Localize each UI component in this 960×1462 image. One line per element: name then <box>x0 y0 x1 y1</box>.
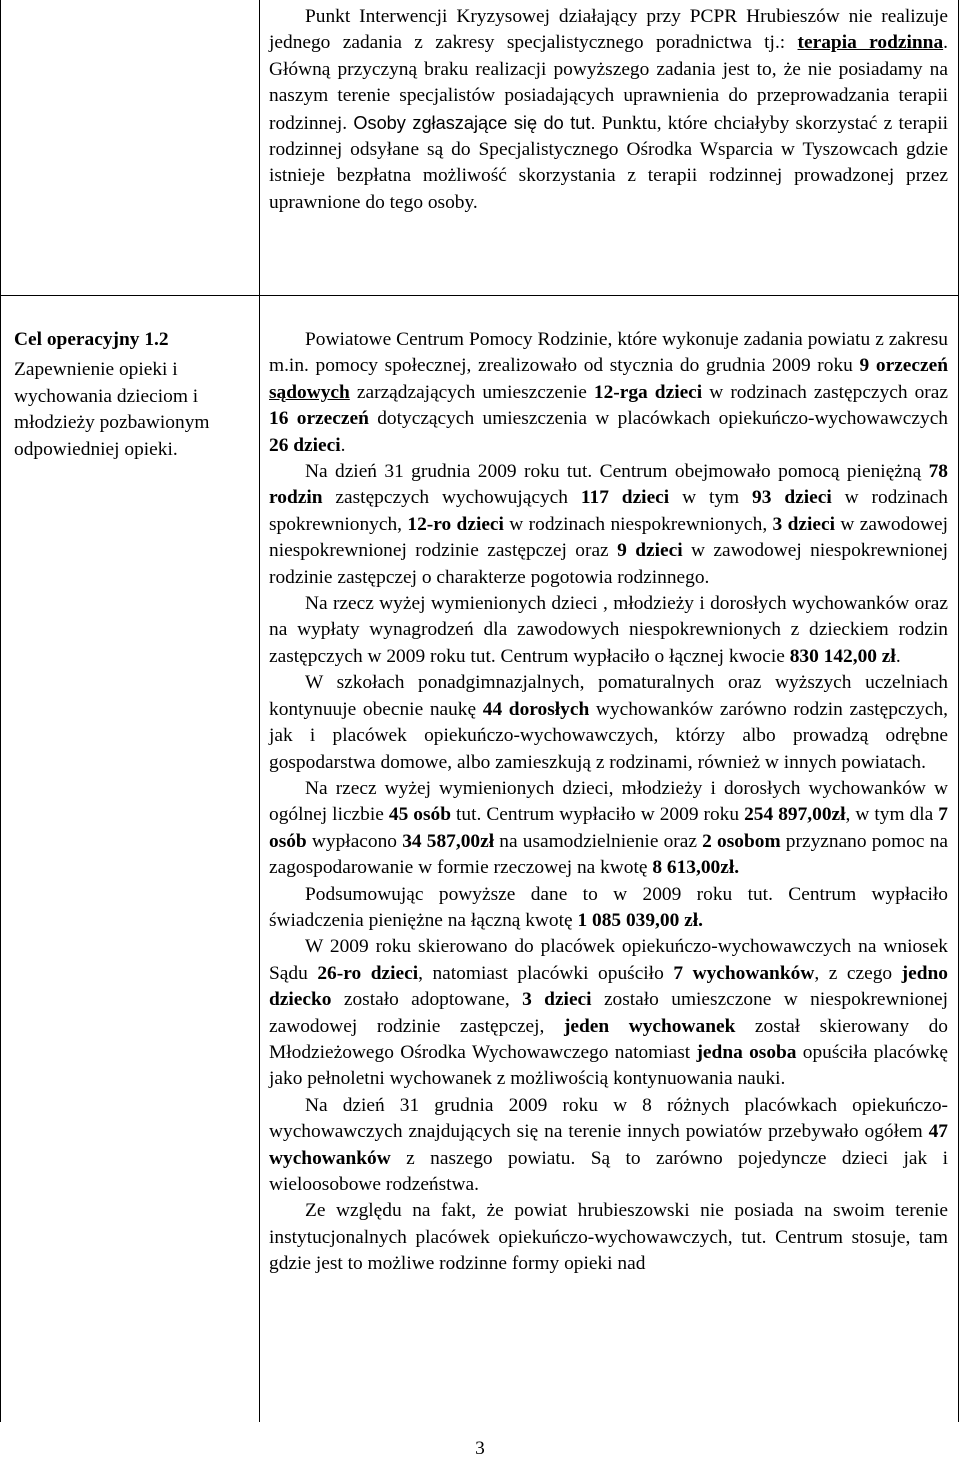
table-border-right-2 <box>958 296 959 1422</box>
paragraph-8: Na dzień 31 grudnia 2009 roku w 8 różnych placówkach opiekuńczo-wychowawczych znajdujących się na terenie innych powiatów przebywało ogółem 47 wychowanków z naszego powiatu. Są to zarówno pojedyncze dzieci jak i wieloosobowe rodzeństwa. <box>269 1094 948 1195</box>
goal-description: Zapewnienie opieki i wychowania dzieciom i młodzieży pozbawionym odpowiedniej opieki. <box>14 359 210 460</box>
top-cell-text: Punkt Interwencji Kryzysowej działający przy PCPR Hrubieszów nie realizuje jednego zadania z zakresy specjalistycznego poradnictwa tj.: terapia rodzinna. Główną przyczyną braku realizacji powyższego zadania jest to, że nie posiadamy na naszym terenie specjalistów posiadających uprawnienia do przeprowadzania terapii rodzinnej. Osoby zgłaszające się do tut. Punktu, które chciałyby skorzystać z terapii rodzinnej odsyłane są do Specjalistycznego Ośrodka Wsparcia w Tyszowcach gdzie istnieje bezpłatna możliwość skorzystania z terapii rodzinnej prowadzonej przez uprawnione do tego osoby. <box>269 6 948 213</box>
table-border-left-2 <box>0 296 1 1422</box>
table-divider-top <box>259 0 260 296</box>
report-text <box>269 327 948 1278</box>
paragraph-9: Ze względu na fakt, że powiat hrubieszowski nie posiada na swoim terenie instytucjonalnych placówek opiekuńczo-wychowawczych, tut. Centrum stosuje, tam gdzie jest to możliwe rodzinne formy opieki nad <box>269 1200 948 1275</box>
table-border-left <box>0 0 1 296</box>
paragraph-1: Powiatowe Centrum Pomocy Rodzinie, które wykonuje zadania powiatu z zakresu m.in. pomocy społecznej, zrealizowało od stycznia do grudnia 2009 roku 9 orzeczeń sądowych zarządzających umieszczenie 12-rga dzieci w rodzinach zastępczych oraz 16 orzeczeń dotyczących umieszczenia w placówkach opiekuńczo-wychowawczych 26 dzieci. <box>269 329 948 456</box>
paragraph-5: Na rzecz wyżej wymienionych dzieci, młodzieży i dorosłych wychowanków w ogólnej liczbie 45 osób tut. Centrum wypłaciło w 2009 roku 254 897,00zł, w tym dla 7 osób wypłacono 34 587,00zł na usamodzielnienie oraz 2 osobom przyznano pomoc na zagospodarowanie w formie rzeczowej na kwotę 8 613,00zł. <box>269 777 948 879</box>
operational-goal-cell <box>14 327 250 463</box>
goal-heading: Cel operacyjny 1.2 <box>14 329 169 350</box>
page-number: 3 <box>475 1438 485 1459</box>
paragraph-2: Na dzień 31 grudnia 2009 roku tut. Centrum obejmowało pomocą pieniężną 78 rodzin zastępczych wychowujących 117 dzieci w tym 93 dzieci w rodzinach spokrewnionych, 12-ro dzieci w rodzinach niespokrewnionych, 3 dzieci w zawodowej niespokrewnionej rodzinie zastępczej oraz 9 dzieci w zawodowej niespokrewnionej rodzinie zastępczej o charakterze pogotowia rodzinnego. <box>269 461 949 588</box>
table-divider-bottom <box>259 296 260 1422</box>
paragraph-6: Podsumowując powyższe dane to w 2009 roku tut. Centrum wypłaciło świadczenia pieniężne na łączną kwotę 1 085 039,00 zł. <box>269 883 948 931</box>
table-border-right <box>958 0 959 296</box>
table-row-border <box>0 295 959 296</box>
paragraph-3: Na rzecz wyżej wymienionych dzieci , młodzieży i dorosłych wychowanków oraz na wypłaty wynagrodzeń dla zawodowych niespokrewnionych z dzieckiem rodzin zastępczych w 2009 roku tut. Centrum wypłaciło o łącznej kwocie 830 142,00 zł. <box>269 593 948 667</box>
paragraph-4: W szkołach ponadgimnazjalnych, pomaturalnych oraz wyższych uczelniach kontynuuje obecnie naukę 44 dorosłych wychowanków zarówno rodzin zastępczych, jak i placówek opiekuńczo-wychowawczych, którzy albo prowadzą odrębne gospodarstwa domowe, albo zamieszkują z rodzinami, również w innych powiatach. <box>269 672 948 773</box>
paragraph-7: W 2009 roku skierowano do placówek opiekuńczo-wychowawczych na wniosek Sądu 26-ro dzieci, natomiast placówki opuściło 7 wychowanków, z czego jedno dziecko zostało adoptowane, 3 dzieci zostało umieszczone w niespokrewnionej zawodowej rodzinie zastępczej, jeden wychowanek został skierowany do Młodzieżowego Ośrodka Wychowawczego natomiast jedna osoba opuściła placówkę jako pełnoletni wychowanek z możliwością kontynuowania nauki. <box>269 936 949 1090</box>
